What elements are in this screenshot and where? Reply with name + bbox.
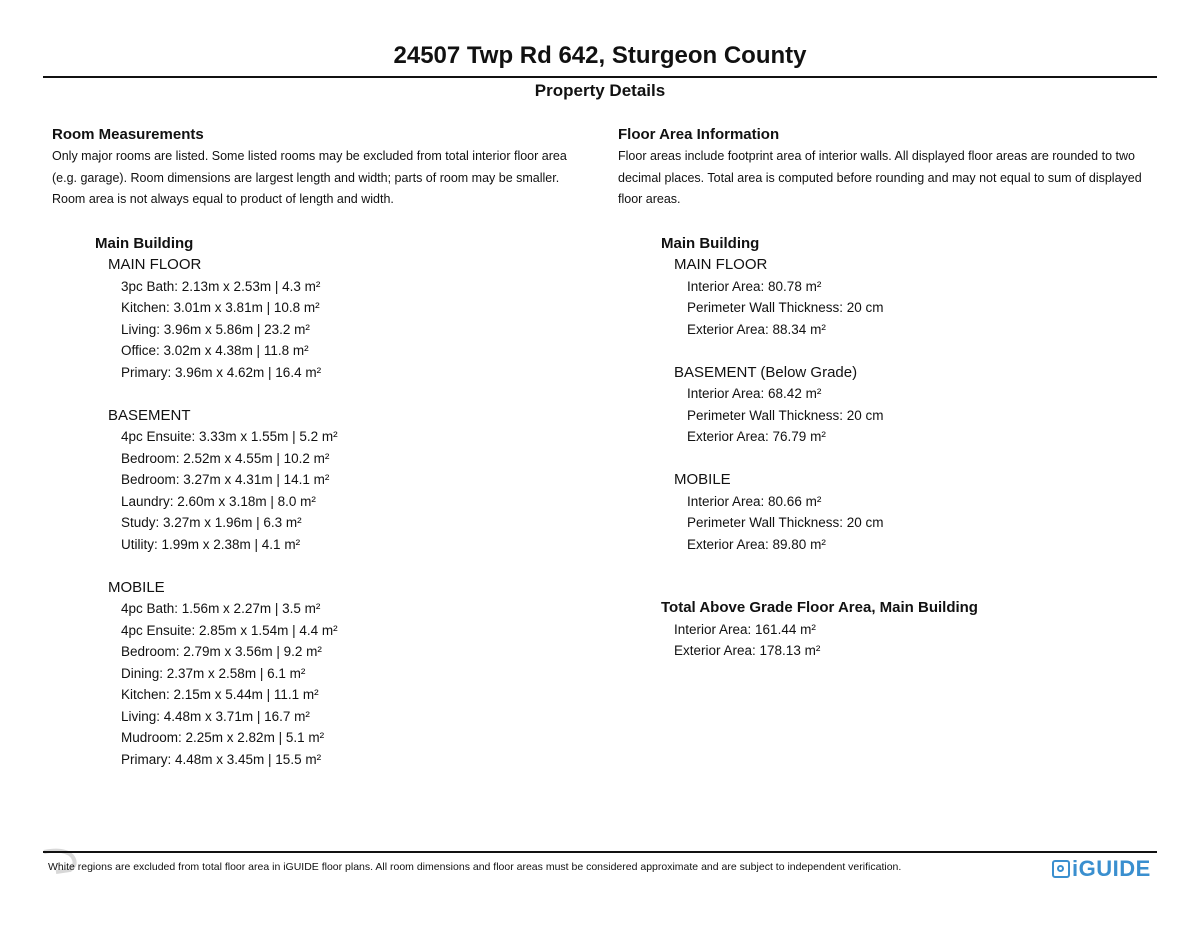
- footer-divider: [43, 851, 1157, 853]
- room-item: 4pc Ensuite: 3.33m x 1.55m | 5.2 m²: [121, 429, 338, 444]
- room-item: 3pc Bath: 2.13m x 2.53m | 4.3 m²: [121, 278, 321, 294]
- total-exterior-area: Exterior Area: 178.13 m²: [674, 643, 821, 658]
- footer-disclaimer: White regions are excluded from total floor area in iGUIDE floor plans. All room dimensions and floor areas must be considered approximate and are subject to independent verification.: [48, 861, 902, 873]
- level-name: MAIN FLOOR: [674, 256, 768, 273]
- level-name: MOBILE: [108, 578, 165, 596]
- area-line: Exterior Area: 89.80 m²: [687, 536, 826, 552]
- level-name: BASEMENT: [108, 406, 191, 424]
- page-subtitle: Property Details: [534, 81, 666, 100]
- page-title: 24507 Twp Rd 642, Sturgeon County: [393, 42, 807, 69]
- room-item: Primary: 3.96m x 4.62m | 16.4 m²: [121, 364, 322, 380]
- room-item: Kitchen: 3.01m x 3.81m | 10.8 m²: [121, 300, 320, 315]
- level-name: BASEMENT (Below Grade): [674, 363, 858, 381]
- area-line: Perimeter Wall Thickness: 20 cm: [687, 300, 884, 315]
- total-interior-area: Interior Area: 161.44 m²: [674, 621, 816, 637]
- area-level-basement: [674, 362, 1168, 448]
- room-item: Study: 3.27m x 1.96m | 6.3 m²: [121, 515, 302, 530]
- room-item: Bedroom: 2.79m x 3.56m | 9.2 m²: [121, 644, 322, 659]
- floor-area-heading: Floor Area Information: [618, 126, 780, 143]
- area-line: Exterior Area: 88.34 m²: [687, 321, 826, 337]
- area-line: Interior Area: 80.78 m²: [687, 278, 822, 294]
- level-mobile: [108, 577, 592, 771]
- area-line: Interior Area: 80.66 m²: [687, 493, 822, 509]
- room-item: Bedroom: 3.27m x 4.31m | 14.1 m²: [121, 472, 330, 487]
- area-level-main-floor: [674, 254, 1168, 340]
- room-measurements-heading: Room Measurements: [52, 126, 204, 143]
- building-title: Main Building: [661, 234, 760, 252]
- area-level-mobile: [674, 469, 1168, 555]
- room-item: 4pc Bath: 1.56m x 2.27m | 3.5 m²: [121, 601, 321, 616]
- header-divider: [43, 76, 1157, 78]
- building-title: Main Building: [95, 234, 194, 252]
- area-line: Perimeter Wall Thickness: 20 cm: [687, 515, 884, 530]
- area-line: Exterior Area: 76.79 m²: [687, 429, 826, 444]
- room-item: Dining: 2.37m x 2.58m | 6.1 m²: [121, 665, 306, 681]
- floor-area-section: [618, 124, 1168, 662]
- room-item: Primary: 4.48m x 3.45m | 15.5 m²: [121, 751, 322, 767]
- room-measurements-note: Only major rooms are listed. Some listed rooms may be excluded from total interior floor area (e.g. garage). Room dimensions are largest length and width; parts of room may be smaller. Room area is not always equal to product of length and width.: [52, 149, 567, 206]
- level-main-floor: [108, 254, 592, 383]
- area-building-block: [661, 233, 1168, 662]
- iguide-logo: [1052, 855, 1151, 883]
- room-item: Living: 4.48m x 3.71m | 16.7 m²: [121, 708, 310, 724]
- floor-area-note: Floor areas include footprint area of interior walls. All displayed floor areas are rounded to two decimal places. Total area is computed before rounding and may not equal to sum of displayed floor areas.: [618, 149, 1142, 206]
- area-line: Interior Area: 68.42 m²: [687, 386, 822, 401]
- level-basement: [108, 405, 592, 556]
- room-item: Mudroom: 2.25m x 2.82m | 5.1 m²: [121, 730, 325, 745]
- level-name: MOBILE: [674, 471, 731, 488]
- room-building-block: [95, 233, 592, 771]
- iguide-logo-text: iGUIDE: [1072, 856, 1151, 881]
- total-lines: [674, 619, 1168, 662]
- room-item: 4pc Ensuite: 2.85m x 1.54m | 4.4 m²: [121, 622, 338, 638]
- total-floor-area: [661, 597, 1168, 662]
- total-title: Total Above Grade Floor Area, Main Building: [661, 599, 978, 616]
- room-item: Laundry: 2.60m x 3.18m | 8.0 m²: [121, 493, 316, 509]
- room-item: Living: 3.96m x 5.86m | 23.2 m²: [121, 321, 310, 337]
- room-item: Kitchen: 2.15m x 5.44m | 11.1 m²: [121, 687, 319, 702]
- level-name: MAIN FLOOR: [108, 256, 202, 273]
- room-item: Utility: 1.99m x 2.38m | 4.1 m²: [121, 536, 301, 552]
- area-line: Perimeter Wall Thickness: 20 cm: [687, 407, 884, 423]
- room-item: Office: 3.02m x 4.38m | 11.8 m²: [121, 343, 309, 358]
- iguide-logo-icon: [1052, 860, 1070, 878]
- room-measurements-section: [52, 124, 592, 770]
- room-item: Bedroom: 2.52m x 4.55m | 10.2 m²: [121, 450, 330, 466]
